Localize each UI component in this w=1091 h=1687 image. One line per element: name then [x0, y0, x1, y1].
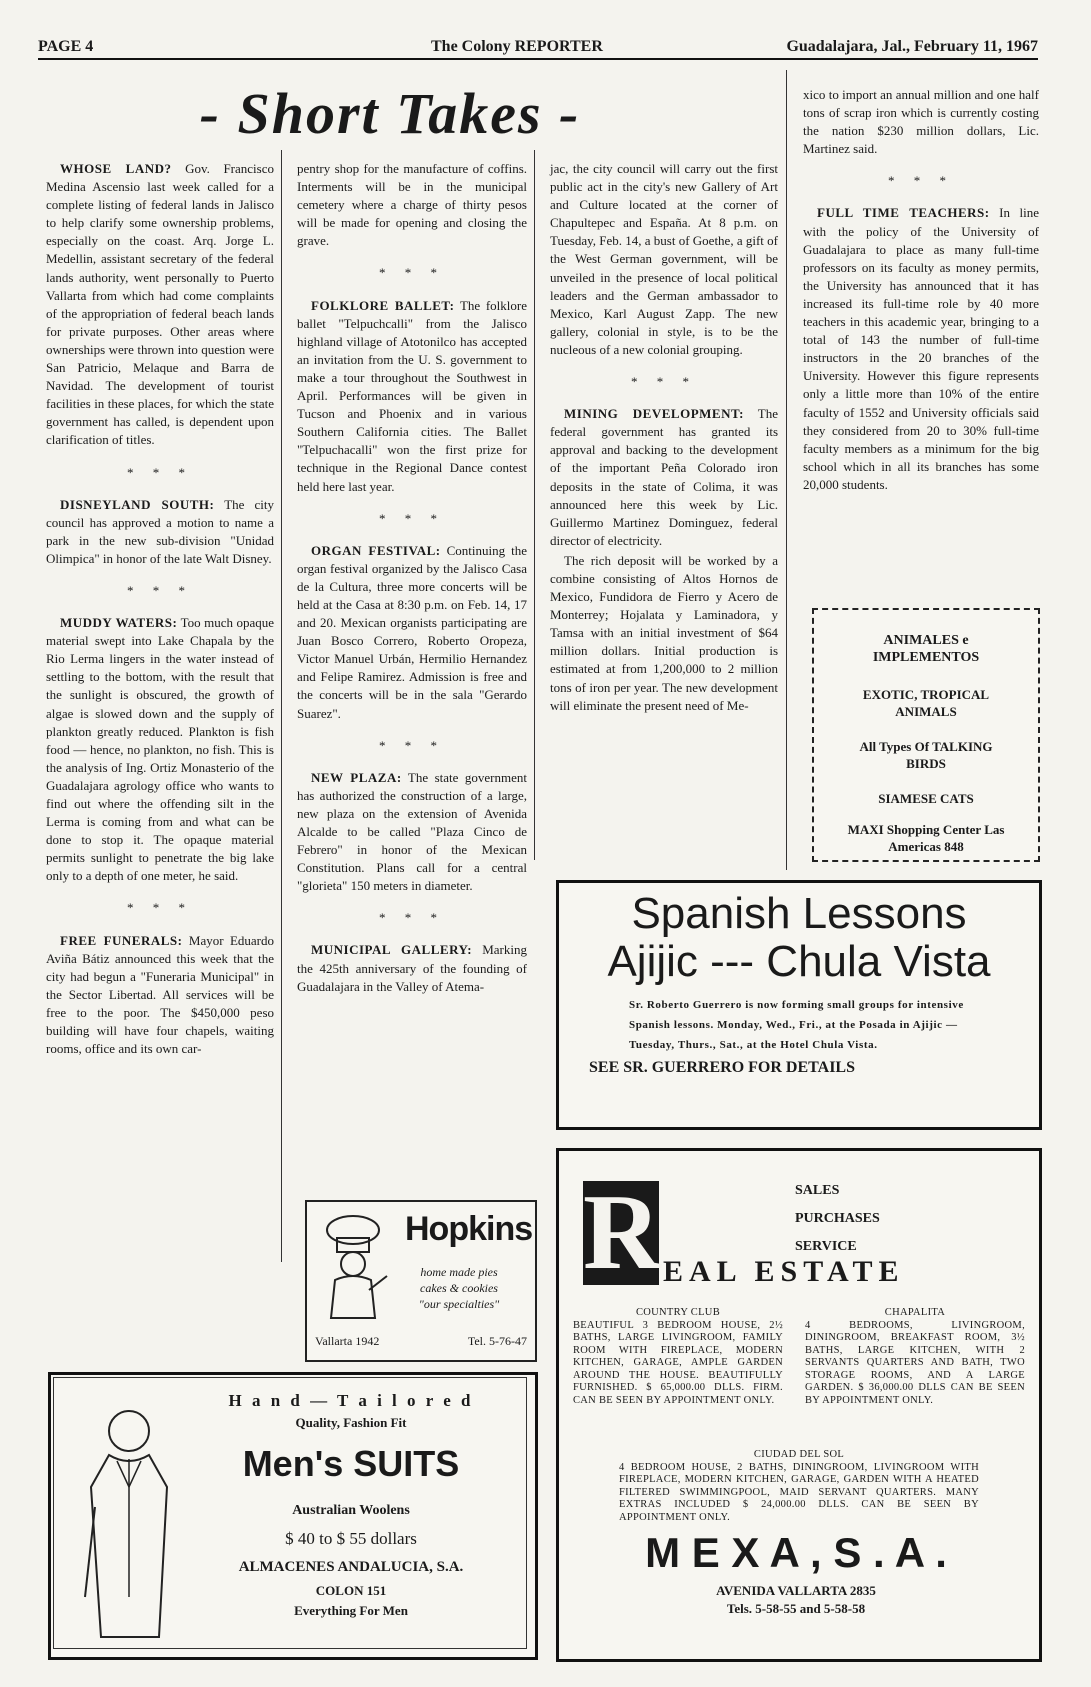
ad-body: Sr. Roberto Guerrero is now forming small groups for intensive Spanish lessons. Monday, Wed., Fri., at the Posada in Ajijic — Tuesday, Thurs., Sat., at the Hotel Chula Vista.: [629, 999, 964, 1051]
headline: FOLKLORE BALLET:: [311, 297, 455, 313]
headline: FREE FUNERALS:: [60, 932, 183, 948]
article-full-time-teachers: [803, 204, 1039, 494]
ad-title: Spanish Lessons: [631, 889, 967, 938]
ad-title: EAL ESTATE: [663, 1255, 905, 1288]
separator: * * *: [379, 737, 445, 753]
separator: * * *: [379, 265, 445, 281]
ad-service: SERVICE: [795, 1239, 857, 1254]
headline: MINING DEVELOPMENT:: [564, 406, 744, 422]
ad-service: PURCHASES: [795, 1211, 880, 1226]
page-number: PAGE 4: [38, 38, 94, 55]
ad-line: EXOTIC, TROPICAL ANIMALS: [862, 687, 990, 719]
column-rule: [281, 150, 282, 1262]
article-continued: xico to import an annual million and one half tons of scrap iron which is currently costing the nation $230 million dollars, Lic. Martinez said.: [803, 87, 1039, 157]
ad-title: Hopkins: [405, 1210, 533, 1248]
article-whose-land: [46, 160, 274, 450]
ad-phone: Tel. 5-76-47: [467, 1334, 527, 1348]
column-2: [297, 160, 527, 998]
article-text: Gov. Francisco Medina Ascensio last week called for a complete listing of federal lands in Jalisco to help clarify some ownership problems, especially on the coast. Arq. Jorge L. Medellin, assistant secretary of the federal lands authority, went personally to Puerto Vallarta from which had come complaints of the appropriation of federal beach lands for private purposes. Other areas where ownerships were thrown into question were San Patricio, Melaque and Barra de Navidad. The development of tourist facilities in these places, for which the state government has called, is dependent upon clarification of titles.: [46, 161, 274, 448]
article-new-plaza: [297, 769, 527, 896]
ad-real-estate: [556, 1148, 1042, 1662]
ad-line: Quality, Fashion Fit: [295, 1415, 407, 1430]
headline: DISNEYLAND SOUTH:: [60, 496, 215, 512]
masthead: [38, 34, 1038, 60]
ad-line: home made pies: [420, 1265, 498, 1279]
article-text: Too much opaque material swept into Lake Chapala by the Rio Lerma lingers in the water instead of settling to the bottom, with the result that the sunlight is obscured, the growth of algae is slowed down and the supply of plankton greatly reduced. Plankton is fish food — hence, no plankton, no fish. This is the analysis of Ing. Ortiz Monasterio of the Guadalajara agrology office who wants to find out where the offending silt in the Lerma is coming from and what can be done to stop it. The opaque material permits sunlight to penetrate the big lake only to a depth of one meter, he said.: [46, 615, 274, 884]
article-continued: jac, the city council will carry out the first public act in the city's new Gallery of Art and Culture located at the corner of Chapultepec and España. At 8 p.m. on Tuesday, Feb. 14, a bust of Goethe, a gift of the West German government, will be unveiled in the presence of local political leaders and the German ambassador to Mexico, Karl August Zapp. The new gallery, colonial in style, is to be the nucleous of a new colonial grouping.: [550, 161, 778, 357]
headline: MUNICIPAL GALLERY:: [311, 942, 473, 958]
headline: ORGAN FESTIVAL:: [311, 542, 441, 558]
ad-line: H a n d — T a i l o r e d: [228, 1391, 474, 1410]
listing-text: 4 BEDROOM HOUSE, 2 BATHS, DININGROOM, LIVINGROOM WITH FIREPLACE, MODERN KITCHEN, GARAGE, GARDEN WITH A HEATED FILTERED SWIMMINGPOOL, MAID SERVANT QUARTERS. MANY EXTRAS INCLUDED $ 24,000.00 DLLS. CAN BE SEEN BY APPOINTMENT ONLY.: [619, 1461, 979, 1523]
ad-line: cakes & cookies: [420, 1281, 498, 1295]
ad-street: COLON 151: [315, 1583, 387, 1598]
ad-line: SIAMESE CATS: [878, 791, 974, 806]
chef-icon: [313, 1210, 393, 1320]
section-title: - Short Takes -: [199, 81, 581, 146]
ad-tagline: Everything For Men: [294, 1603, 408, 1618]
paper-name: The Colony REPORTER: [431, 38, 603, 55]
ad-line: Australian Woolens: [292, 1503, 410, 1518]
article-mining-continued: The rich deposit will be worked by a combine consisting of Altos Hornos de Mexico, Fundidora de Fierro y Acero de Monterrey; Hojalata y Laminadora, y Tamsa with an initial investment of $64 million dollars. Initial production is estimated at from 1,200,000 to 2 million tons of iron per year. The new development will eliminate the present need of Me-: [550, 552, 778, 713]
article-muddy-waters: [46, 614, 274, 885]
article-text: The state government has authorized the construction of a large, new plaza on the extension of Avenida Alcalde to be called "Plaza Cinco de Febrero" in honor of the Mexican Constitution. Plans call for a central "glorieta" 150 meters in diameter.: [297, 769, 527, 894]
article-mining-development: [550, 405, 778, 550]
headline: WHOSE LAND?: [60, 161, 172, 176]
article-municipal-gallery: [297, 941, 527, 995]
ad-line: "our specialties": [418, 1297, 500, 1311]
ad-service: SALES: [795, 1183, 840, 1198]
article-organ-festival: [297, 542, 527, 723]
listing-country-club: [573, 1307, 783, 1407]
ad-tagline: [393, 1264, 525, 1312]
headline: FULL TIME TEACHERS:: [817, 205, 990, 221]
ad-line: MAXI Shopping Center Las Americas 848: [847, 822, 1005, 854]
listing-ciudad-del-sol: [619, 1449, 979, 1524]
headline: NEW PLAZA:: [311, 769, 402, 785]
article-folklore-ballet: [297, 297, 527, 496]
article-text: In line with the policy of the University of Guadalajara to place as many full-time professors on its faculty as money permits, the University has announced that it has increased its full-time role by 40 more teachers in this academic year, bringing to a total of 143 the number of full-time instructors in the 20 branches of the University. However this figure represents only a little more than 10% of the entire faculty of 1552 and University officials said they considered from 20 to 30% full-time faculty members as a minimum for the big school which in all its branches has some 20,000 students.: [803, 205, 1040, 492]
ad-services: [795, 1177, 880, 1261]
listing-heading: CIUDAD DEL SOL: [753, 1449, 845, 1460]
separator: * * *: [127, 582, 193, 598]
article-text: The city council has approved a motion to name a park in the new sub-division "Unidad Olimpica" in honor of the late Walt Disney.: [46, 496, 274, 566]
column-1: [46, 160, 274, 1060]
column-rule: [786, 70, 787, 870]
ad-line: All Types Of TALKING BIRDS: [859, 739, 993, 771]
ad-price: $ 40 to $ 55 dollars: [285, 1529, 417, 1548]
ad-title: Men's SUITS: [242, 1443, 460, 1484]
headline: MUDDY WATERS:: [60, 615, 178, 631]
ad-hopkins: [305, 1200, 537, 1362]
ad-address: AVENIDA VALLARTA 2835: [716, 1583, 876, 1598]
article-disneyland: [46, 496, 274, 568]
column-4: [803, 86, 1039, 496]
article-text: The folklore ballet "Telpuchcalli" from the Jalisco highland village of Atotonilco has accepted an invitation from the U. S. government to make a tour throughout the Southwest in April. Performances will be given in Tucson and Phoenix and in various Southern California cities. The Ballet "Telpuchacalli" won the first prize for technique in the Regional Dance contest held here last year.: [297, 297, 527, 494]
article-text: Marking the 425th anniversary of the founding of Guadalajara in the Valley of Atema-: [297, 942, 527, 994]
man-figure-icon: [67, 1397, 187, 1647]
column-rule: [534, 150, 535, 860]
ad-store: ALMACENES ANDALUCIA, S.A.: [238, 1559, 464, 1575]
ad-company: M E X A , S . A .: [645, 1529, 947, 1576]
separator: * * *: [888, 173, 954, 189]
listing-heading: CHAPALITA: [884, 1307, 946, 1318]
listing-chapalita: [805, 1307, 1025, 1407]
column-3: [550, 160, 778, 717]
ad-mens-suits: [48, 1372, 538, 1660]
article-text: Continuing the organ festival organized by the Jalisco Casa de la Cultura, three more concerts will be held at the Casa at 8:30 p.m. on Feb. 14, 17 and 20. Mexican organists participating are Juan Bosco Correro, Roberto Oropeza, Victor Manuel Urbán, Hermilio Hernandez and Felipe Ramirez. Admission is free and the concerts will be in the sala "Gerardo Suarez".: [297, 542, 527, 721]
ad-initial-letter: R: [583, 1173, 661, 1292]
ad-footer: SEE SR. GUERRERO FOR DETAILS: [589, 1059, 855, 1076]
separator: * * *: [379, 910, 445, 926]
ad-animals: [812, 608, 1040, 862]
separator: * * *: [127, 900, 193, 916]
separator: * * *: [631, 374, 697, 390]
ad-spanish-lessons: [556, 880, 1042, 1130]
separator: * * *: [379, 510, 445, 526]
article-text: Mayor Eduardo Aviña Bátiz announced this week that the city had begun a "Funeraria Municipal" in the Sector Libertad. All services will be free to the poor. The $450,000 peso building will have four chapels, waiting rooms, office and its own car-: [46, 932, 274, 1057]
ad-line: ANIMALES e IMPLEMENTOS: [872, 633, 980, 665]
article-text: The federal government has granted its approval and backing to the development of the important Peña Colorado iron deposits in the state of Colima, it was announced here this week by Lic. Guillermo Martinez Dominguez, federal director of electricity.: [550, 406, 778, 548]
ad-subtitle: Ajijic --- Chula Vista: [607, 937, 991, 986]
ad-phones: Tels. 5-58-55 and 5-58-58: [726, 1601, 866, 1616]
listing-text: BEAUTIFUL 3 BEDROOM HOUSE, 2½ BATHS, LARGE LIVINGROOM, FAMILY ROOM WITH FIREPLACE, MODERN KITCHEN, GARAGE, AMPLE GARDEN AROUND THE HOUSE. BEAUTIFULLY FURNISHED. $ 65,000.00 DLLS. FIRM. CAN BE SEEN BY APPOINTMENT ONLY.: [573, 1319, 783, 1406]
ad-address: Vallarta 1942: [315, 1334, 380, 1348]
article-continued: pentry shop for the manufacture of coffins. Interments will be in the municipal cemetery where a charge of thirty pesos will be made for opening and closing the grave.: [297, 161, 527, 249]
listing-text: 4 BEDROOMS, LIVINGROOM, DININGROOM, BREAKFAST ROOM, 3½ BATHS, LARGE KITCHEN, WITH 2 SERVANTS QUARTERS AND BATH, TWO STORAGE ROOMS, AND A LARGE GARDEN. $ 36,000.00 DLLS CAN BE SEEN BY APPOINTMENT ONLY.: [805, 1319, 1025, 1406]
article-free-funerals: [46, 932, 274, 1059]
separator: * * *: [127, 464, 193, 480]
dateline: Guadalajara, Jal., February 11, 1967: [786, 38, 1038, 55]
listing-heading: COUNTRY CLUB: [635, 1307, 720, 1318]
